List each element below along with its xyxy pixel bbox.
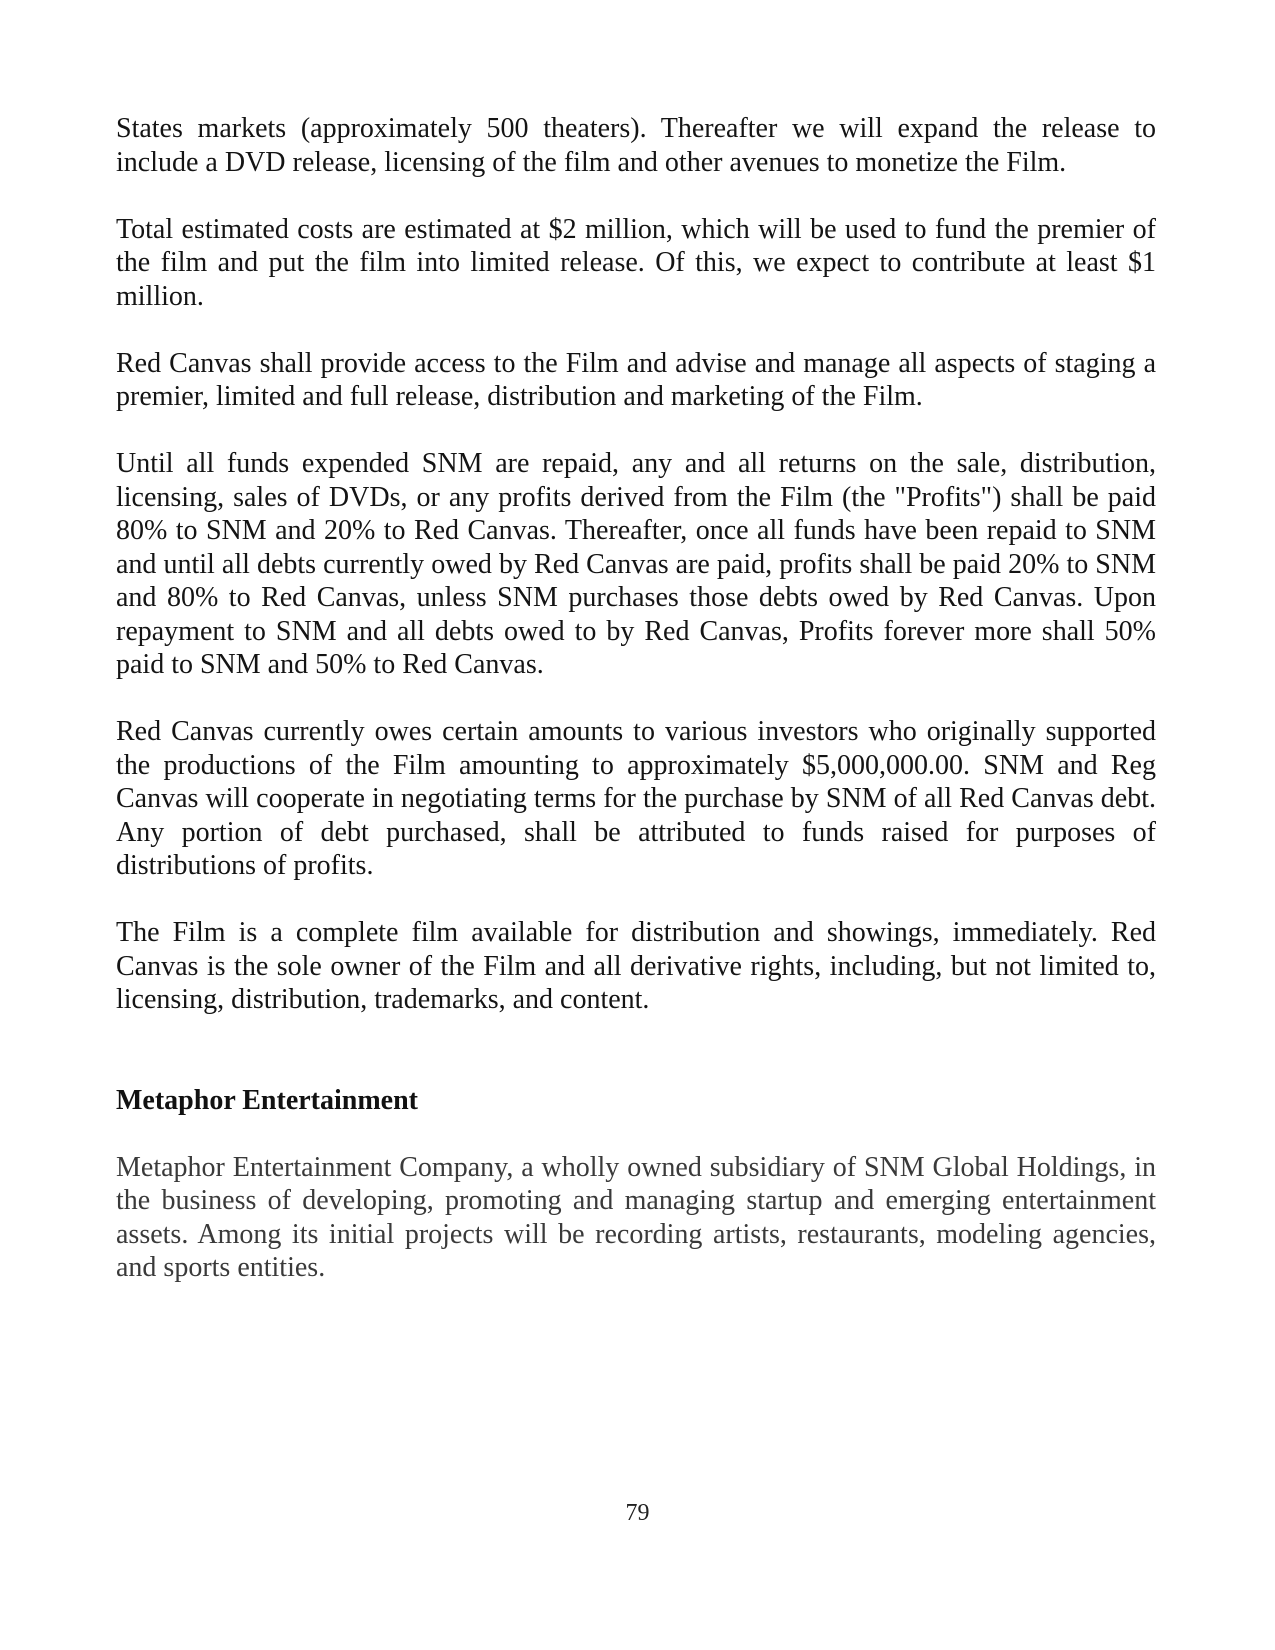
paragraph-red-canvas-debt: Red Canvas currently owes certain amounts to various investors who originally supported the productions of the Film amounting to approximately $5,000,000.00. SNM and Reg Canvas will cooperate in negotiating terms for the purchase by SNM of all Red Canvas debt. Any portion of debt purchased, shall be attributed to funds raised for purposes of distributions of profits. [116, 716, 1156, 881]
paragraph-metaphor-entertainment: Metaphor Entertainment Company, a wholly owned subsidiary of SNM Global Holdings, in the business of developing, promoting and managing startup and emerging entertainment assets. Among its initial projects will be recording artists, restaurants, modeling agencies, and sports entities. [116, 1151, 1156, 1283]
paragraph-red-canvas-role: Red Canvas shall provide access to the Film and advise and manage all aspects of staging a premier, limited and full release, distribution and marketing of the Film. [116, 347, 1156, 412]
section-heading: Metaphor Entertainment [116, 1084, 418, 1116]
paragraph-profit-split: Until all funds expended SNM are repaid, any and all returns on the sale, distribution, licensing, sales of DVDs, or any profits derived from the Film (the "Profits") shall be paid 80% to SNM and 20% to Red Canvas. Thereafter, once all funds have been repaid to SNM and until all debts currently owed by Red Canvas are paid, profits shall be paid 20% to SNM and 80% to Red Canvas, unless SNM purchases those debts owed by Red Canvas. Upon repayment to SNM and all debts owed to by Red Canvas, Profits forever more shall 50% paid to SNM and 50% to Red Canvas. [116, 448, 1156, 680]
page-number: 79 [625, 1500, 650, 1526]
page-body [116, 112, 1156, 1318]
paragraph-estimated-costs: Total estimated costs are estimated at $2 million, which will be used to fund the premier of the film and put the film into limited release. Of this, we expect to contribute at least $1 million. [116, 213, 1156, 312]
paragraph-release-plan: States markets (approximately 500 theaters). Thereafter we will expand the release to include a DVD release, licensing of the film and other avenues to monetize the Film. [116, 113, 1156, 178]
paragraph-film-ownership: The Film is a complete film available for distribution and showings, immediately. Red Canvas is the sole owner of the Film and all derivative rights, including, but not limited to, licensing, distribution, trademarks, and content. [116, 917, 1156, 1015]
